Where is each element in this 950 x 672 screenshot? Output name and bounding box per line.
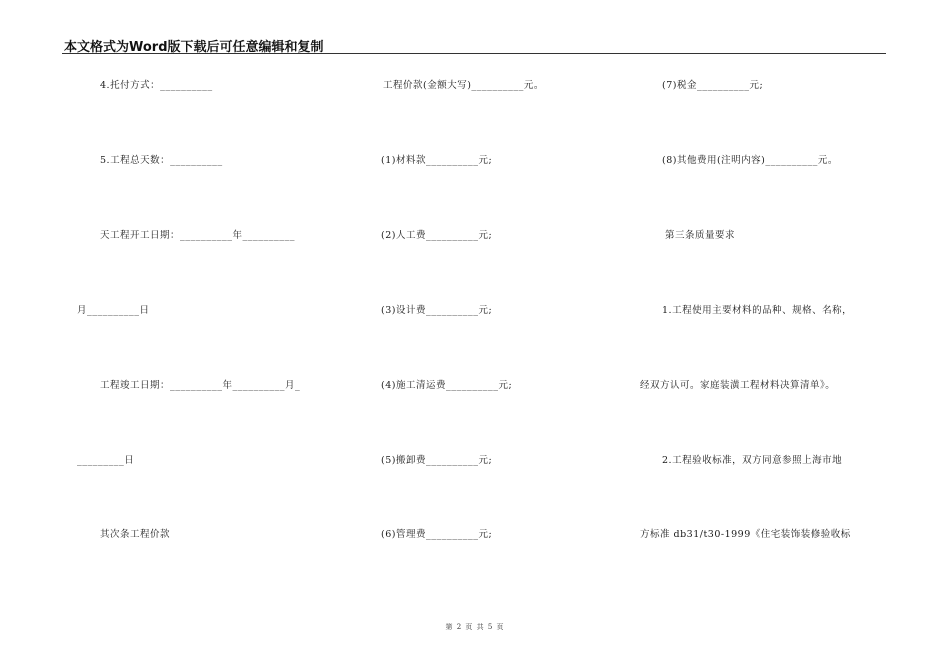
right-line-7: 方标准 db31/t30-1999《住宅装饰装修验收标 xyxy=(640,529,851,540)
left-line-6: _________日 xyxy=(77,455,135,466)
right-line-5: 经双方认可。家庭装潢工程材料决算清单》。 xyxy=(640,380,836,391)
left-line-7: 其次条工程价款 xyxy=(100,529,171,540)
middle-line-5: (4)施工清运费__________元; xyxy=(381,380,513,391)
middle-line-6: (5)搬卸费__________元; xyxy=(381,455,493,466)
left-line-2: 5.工程总天数：__________ xyxy=(100,155,223,166)
left-line-5: 工程竣工日期：__________年__________月_ xyxy=(100,380,301,391)
middle-line-3: (2)人工费__________元; xyxy=(381,230,493,241)
middle-line-4: (3)设计费__________元; xyxy=(381,305,493,316)
right-line-4: 1.工程使用主要材料的品种、规格、名称， xyxy=(662,305,853,316)
middle-line-7: (6)管理费__________元; xyxy=(381,529,493,540)
middle-line-1: 工程价款(金额大写)__________元。 xyxy=(383,80,544,91)
left-line-1: 4.托付方式：__________ xyxy=(100,80,213,91)
header-divider xyxy=(62,53,886,54)
left-line-3: 天工程开工日期：__________年__________ xyxy=(100,230,296,241)
middle-line-2: (1)材料款__________元; xyxy=(381,155,493,166)
right-line-6: 2.工程验收标准，双方同意参照上海市地 xyxy=(662,455,843,466)
document-header-title: 本文格式为Word版下载后可任意编辑和复制 xyxy=(64,40,324,55)
left-line-4: 月__________日 xyxy=(77,305,150,316)
right-line-1: (7)税金__________元; xyxy=(662,80,764,91)
right-line-3: 第三条质量要求 xyxy=(665,230,736,241)
page-number-footer: 第 2 页 共 5 页 xyxy=(445,623,505,631)
right-line-2: (8)其他费用(注明内容)__________元。 xyxy=(662,155,838,166)
